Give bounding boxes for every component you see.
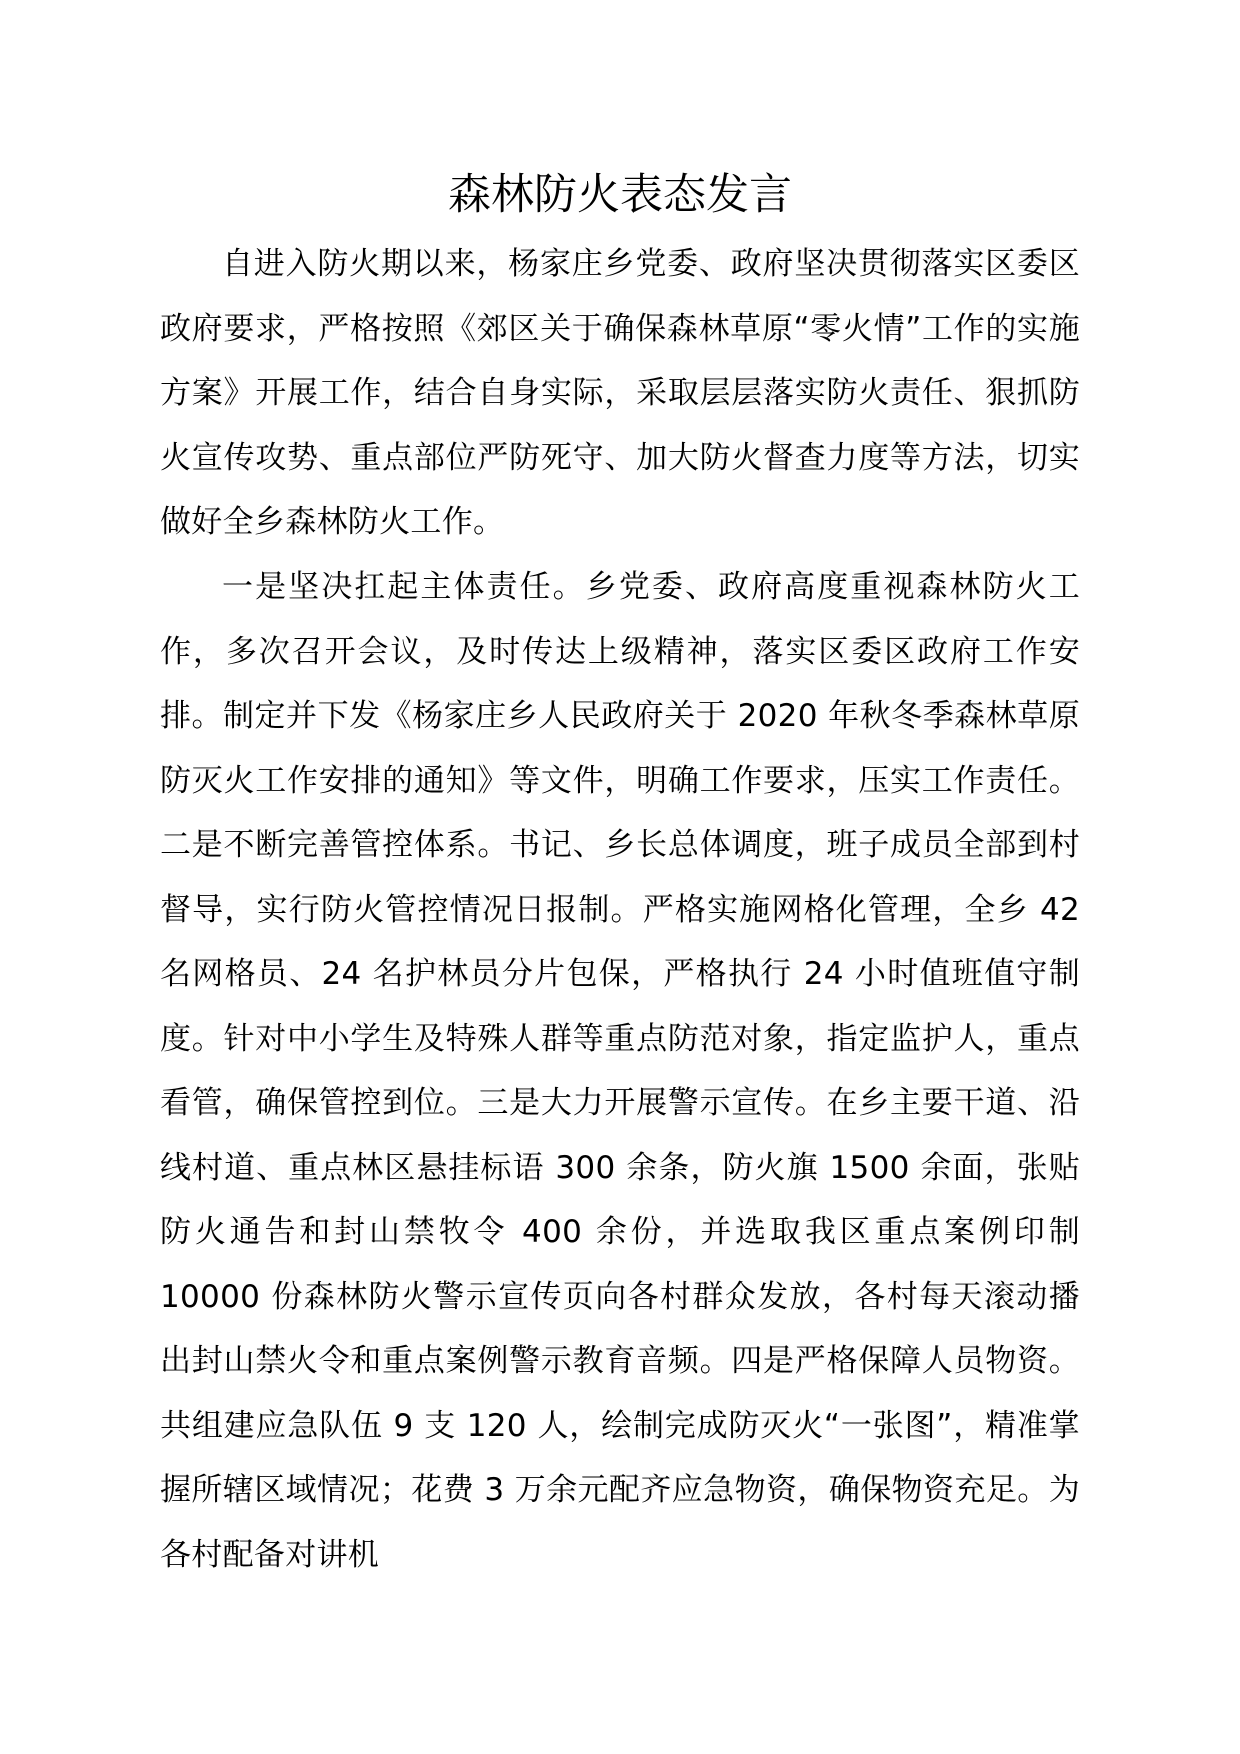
paragraph-measures: 一是坚决扛起主体责任。乡党委、政府高度重视森林防火工作，多次召开会议，及时传达上级精神，落实区委区政府工作安排。制定并下发《杨家庄乡人民政府关于 2020 年秋冬季森林草原防灭火工作安排的通知》等文件，明确工作要求，压实工作责任。二是不断完善管控体系。书记、乡长总体调度，班子成员全部到村督导，实行防火管控情况日报制。严格实施网格化管理，全乡 42 名网格员、24 名护林员分片包保，严格执行 24 小时值班值守制度。针对中小学生及特殊人群等重点防范对象，指定监护人，重点看管，确保管控到位。三是大力开展警示宣传。在乡主要干道、沿线村道、重点林区悬挂标语 300 余条，防火旗 1500 余面，张贴防火通告和封山禁牧令 400 余份，并选取我区重点案例印制 10000 份森林防火警示宣传页向各村群众发放，各村每天滚动播出封山禁火令和重点案例警示教育音频。四是严格保障人员物资。共组建应急队伍 9 支 120 人，绘制完成防灭火“一张图”，精准掌握所辖区域情况；花费 3 万余元配齐应急物资，确保物资充足。为各村配备对讲机 xyxy=(160,569,1080,1573)
paragraph-intro: 自进入防火期以来，杨家庄乡党委、政府坚决贯彻落实区委区政府要求，严格按照《郊区关于确保森林草原“零火情”工作的实施方案》开展工作，结合自身实际，采取层层落实防火责任、狠抓防火宣传攻势、重点部位严防死守、加大防火督查力度等方法，切实做好全乡森林防火工作。 xyxy=(160,246,1080,540)
document-title: 森林防火表态发言 xyxy=(448,170,792,220)
